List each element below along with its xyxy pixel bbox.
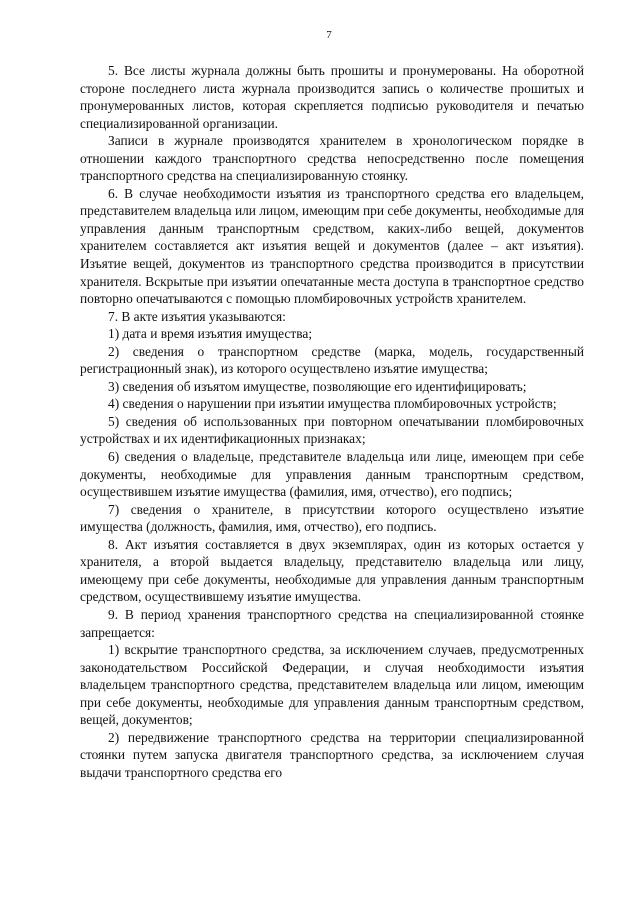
paragraph-journal-records: Записи в журнале производятся хранителем в хронологическом порядке в отношении каждого транспортного средства непосредственно после помещения транспортного средства на специализированную стоянку. xyxy=(80,133,584,184)
document-page xyxy=(80,28,584,781)
list-item-7-4: 4) сведения о нарушении при изъятии имущества пломбировочных устройств; xyxy=(108,396,557,412)
page-number: 7 xyxy=(326,29,332,41)
list-item-9-2: 2) передвижение транспортного средства на территории специализированной стоянки путем запуска двигателя транспортного средства, за исключением случая выдачи транспортного средства его xyxy=(80,729,584,780)
list-item-7-2: 2) сведения о транспортном средстве (марка, модель, государственный регистрационный знак), из которого осуществлено изъятие имущества; xyxy=(80,343,584,377)
paragraph-8-two-copies: 8. Акт изъятия составляется в двух экземплярах, один из которых остается у хранителя, а второй выдается владельцу, представителю владельца или лицу, имеющему при себе документы, необходимые для управления данным транспортным средством, осуществившему изъятие имущества. xyxy=(80,536,584,605)
list-item-7-6: 6) сведения о владельце, представителе владельца или лице, имеющем при себе документы, необходимые для управления данным транспортным средством, осуществившем изъятие имущества (фамилия, имя, отчество), его подпись; xyxy=(80,449,584,500)
paragraph-6-withdrawal: 6. В случае необходимости изъятия из транспортного средства его владельцем, представителем владельца или лицом, имеющим при себе документы, необходимые для управления данным транспортным средством, каких-либо вещей, документов хранителем составляется акт изъятия вещей и документов (далее – акт изъятия). Изъятие вещей, документов из транспортного средства производится в присутствии хранителя. Вскрытые при изъятии опечатанные места доступа в транспортное средство повторно опечатываются с помощью пломбировочных устройств хранителем. xyxy=(80,185,584,307)
paragraph-5-sheets: 5. Все листы журнала должны быть прошиты и пронумерованы. На оборотной стороне последнего листа журнала производится запись о количестве прошитых и пронумерованных листов, которая скрепляется подписью руководителя и печатью специализированной организации. xyxy=(80,63,584,131)
list-item-7-7: 7) сведения о хранителе, в присутствии которого осуществлено изъятие имущества (должность, фамилия, имя, отчество), его подпись. xyxy=(80,501,584,535)
list-item-9-1: 1) вскрытие транспортного средства, за исключением случаев, предусмотренных законодательством Российской Федерации, и случая необходимости изъятия владельцем транспортного средства, представителем владельца или лицом, имеющим при себе документы, необходимые для управления данным транспортным средством, вещей, документов; xyxy=(80,642,584,728)
paragraph-7-act-contents: 7. В акте изъятия указываются: xyxy=(108,308,286,324)
list-item-7-3: 3) сведения об изъятом имуществе, позволяющие его идентифицировать; xyxy=(108,378,527,394)
list-item-7-1: 1) дата и время изъятия имущества; xyxy=(108,326,313,342)
paragraph-9-prohibited: 9. В период хранения транспортного средства на специализированной стоянке запрещается: xyxy=(80,606,584,640)
document-body xyxy=(80,62,584,781)
list-item-7-5: 5) сведения об использованных при повторном опечатывании пломбировочных устройствах и их идентификационных признаках; xyxy=(80,413,584,447)
